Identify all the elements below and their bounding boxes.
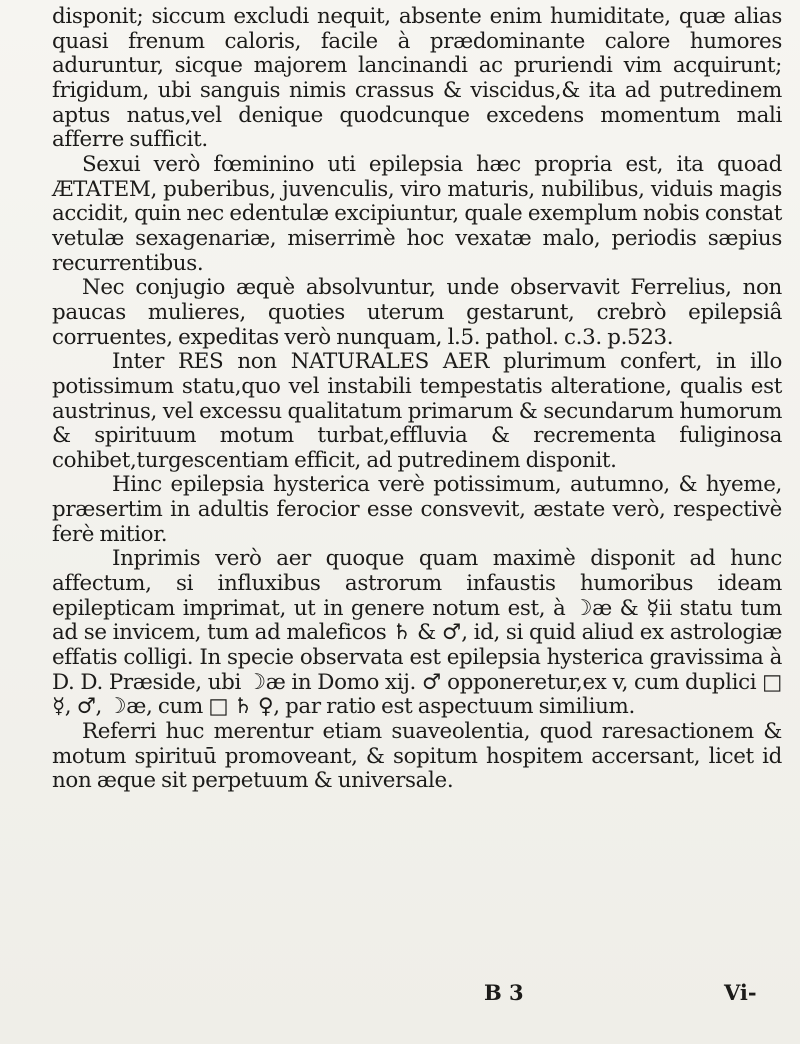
signature-mark: B 3 xyxy=(484,980,524,1005)
paragraph-3: Nec conjugio æquè absolvuntur, unde observavit Ferrelius, non paucas mulieres, quoties uterum gestarunt, crebrò epilepsiâ corruentes, expeditas verò nunquam, l.5. pathol. c.3. p.523. xyxy=(52,275,782,350)
paragraph-7: Referri huc merentur etiam suaveolentia, quod raresactionem & motum spirituū promoveant, & sopitum hospitem accersant, licet id non æque sit perpetuum & universale. xyxy=(52,719,782,794)
paragraph-6: Inprimis verò aer quoque quam maximè disponit ad hunc affectum, si influxibus astrorum infaustis humoribus ideam epilepticam imprimat, ut in genere notum est, à ☽æ & ☿ii statu tum ad se invicem, tum ad maleficos ♄ & ♂, id, si quid aliud ex astrologiæ effatis colligi. In specie observata est epilepsia hysterica gravissima à D. D. Præside, ubi ☽æ in Domo xij. ♂ opponeretur,ex v, cum duplici □ ☿, ♂, ☽æ, cum □ ♄ ♀, par ratio est aspectuum similium. xyxy=(52,546,782,720)
paragraph-5: Hinc epilepsia hysterica verè potissimum, autumno, & hyeme, præsertim in adultis ferocior esse consvevit, æstate verò, respectivè ferè mitior. xyxy=(52,472,782,547)
paragraph-1: disponit; siccum excludi nequit, absente enim humiditate, quæ alias quasi frenum caloris, facile à prædominante calore humores aduruntur, sicque majorem lancinandi ac pruriendi vim acquirunt; frigidum, ubi sanguis nimis crassus & viscidus,& ita ad putredinem aptus natus,vel denique quodcunque excedens momentum mali afferre sufficit. xyxy=(52,4,782,153)
page-footer xyxy=(52,980,782,1010)
paragraph-4: Inter RES non NATURALES AER plurimum confert, in illo potissimum statu,quo vel instabili tempestatis alteratione, qualis est austrinus, vel excessu qualitatum primarum & secundarum humorum & spirituum motum turbat,effluvia & recrementa fuliginosa cohibet,turgescentiam efficit, ad putredinem disponit. xyxy=(52,349,782,473)
catchword: Vi- xyxy=(724,980,757,1005)
page-body-text xyxy=(52,5,782,794)
paragraph-2: Sexui verò fœminino uti epilepsia hæc propria est, ita quoad ÆTATEM, puberibus, juvenculis, viro maturis, nubilibus, viduis magis accidit, quin nec edentulæ excipiuntur, quale exemplum nobis constat vetulæ sexagenariæ, miserrimè hoc vexatæ malo, periodis sæpius recurrentibus. xyxy=(52,151,782,276)
